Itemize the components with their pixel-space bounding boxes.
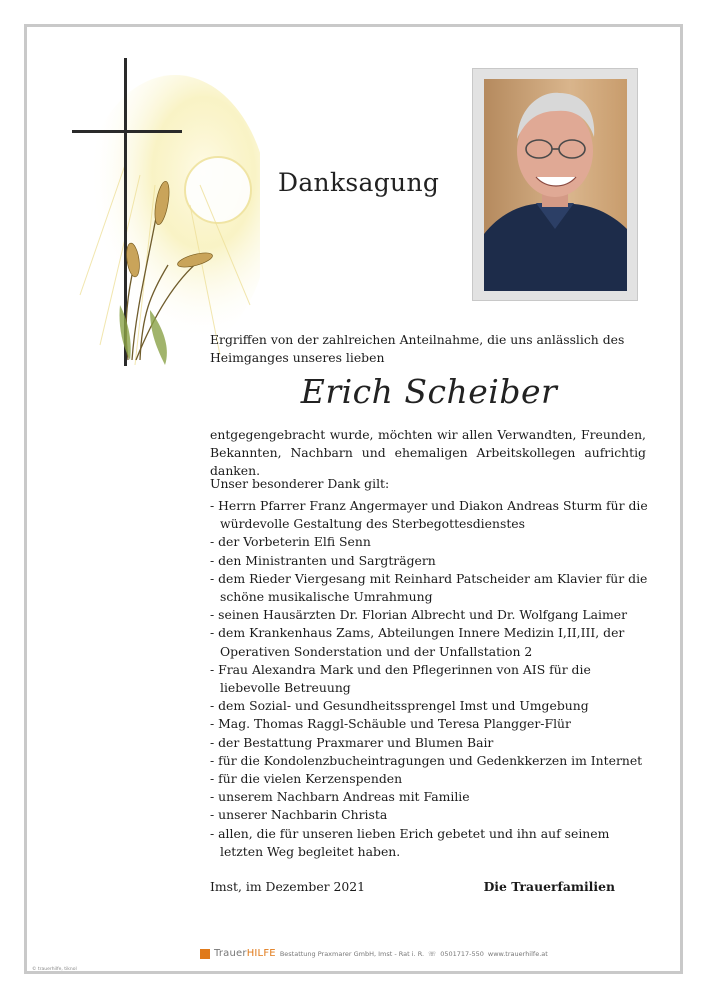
list-item: - unserem Nachbarn Andreas mit Familie — [210, 789, 470, 805]
footer-logo[interactable]: TrauerHILFE — [214, 948, 276, 959]
page-title: Danksagung — [278, 168, 440, 197]
trauerhilfe-logo-icon — [200, 949, 210, 959]
list-item: - dem Krankenhaus Zams, Abteilungen Innere Medizin I,II,III, der Operativen Sonderstation und der Unfallstation 2 — [210, 625, 625, 659]
footer-company: Bestattung Praxmarer GmbH, Imst - Rat i. R. — [279, 949, 425, 958]
list-item: - seinen Hausärzten Dr. Florian Albrecht und Dr. Wolfgang Laimer — [210, 607, 627, 623]
place-date: Imst, im Dezember 2021 — [210, 879, 366, 894]
list-item: - Herrn Pfarrer Franz Angermayer und Diakon Andreas Sturm für die würdevolle Gestaltung des Sterbegottesdienstes — [210, 498, 648, 532]
list-item: - der Bestattung Praxmarer und Blumen Bair — [210, 734, 494, 750]
list-item: - den Ministranten und Sargträgern — [210, 552, 436, 568]
closing-row — [210, 879, 615, 894]
portrait-photo — [484, 79, 627, 291]
portrait-frame — [472, 68, 638, 301]
footer-phone: 0501717-550 — [440, 949, 484, 958]
intro-text: Ergriffen von der zahlreichen Anteilnahme, die uns anlässlich des Heimganges unseres lieben — [210, 332, 625, 365]
phone-icon: ☏ — [428, 949, 437, 958]
list-item: - für die Kondolenzbucheintragungen und Gedenkkerzen im Internet — [210, 752, 643, 768]
thanks-paragraph: entgegengebracht wurde, möchten wir allen Verwandten, Freunden, Bekannten, Nachbarn und ehemaligen Arbeitskollegen aufrichtig danken. — [210, 427, 646, 478]
list-item: - unserer Nachbarin Christa — [210, 807, 388, 823]
deceased-name: Erich Scheiber — [300, 372, 558, 411]
list-item: - dem Rieder Viergesang mit Reinhard Patscheider am Klavier für die schöne musikalische Umrahmung — [210, 570, 648, 605]
list-item: - für die vielen Kerzenspenden — [210, 771, 403, 787]
footer-url[interactable]: www.trauerhilfe.at — [487, 949, 548, 958]
cross-horizontal — [72, 130, 182, 133]
list-item: - der Vorbeterin Elfi Senn — [210, 534, 371, 550]
list-item: - dem Sozial- und Gesundheitssprengel Imst und Umgebung — [210, 698, 589, 714]
footer — [200, 948, 548, 959]
list-item: - allen, die für unseren lieben Erich gebetet und ihn auf seinem letzten Weg begleitet haben. — [210, 825, 610, 859]
thanks-heading: Unser besonderer Dank gilt: — [210, 476, 390, 491]
cross-wheat-illustration — [70, 55, 260, 375]
list-item: - Frau Alexandra Mark und den Pflegerinnen von AIS für die liebevolle Betreuung — [210, 661, 591, 696]
thanks-list — [210, 497, 650, 861]
copyright: © trauerhilfe, tiknol — [32, 967, 77, 972]
signature: Die Trauerfamilien — [483, 879, 615, 894]
list-item: - Mag. Thomas Raggl-Schäuble und Teresa Plangger-Flür — [210, 716, 571, 732]
